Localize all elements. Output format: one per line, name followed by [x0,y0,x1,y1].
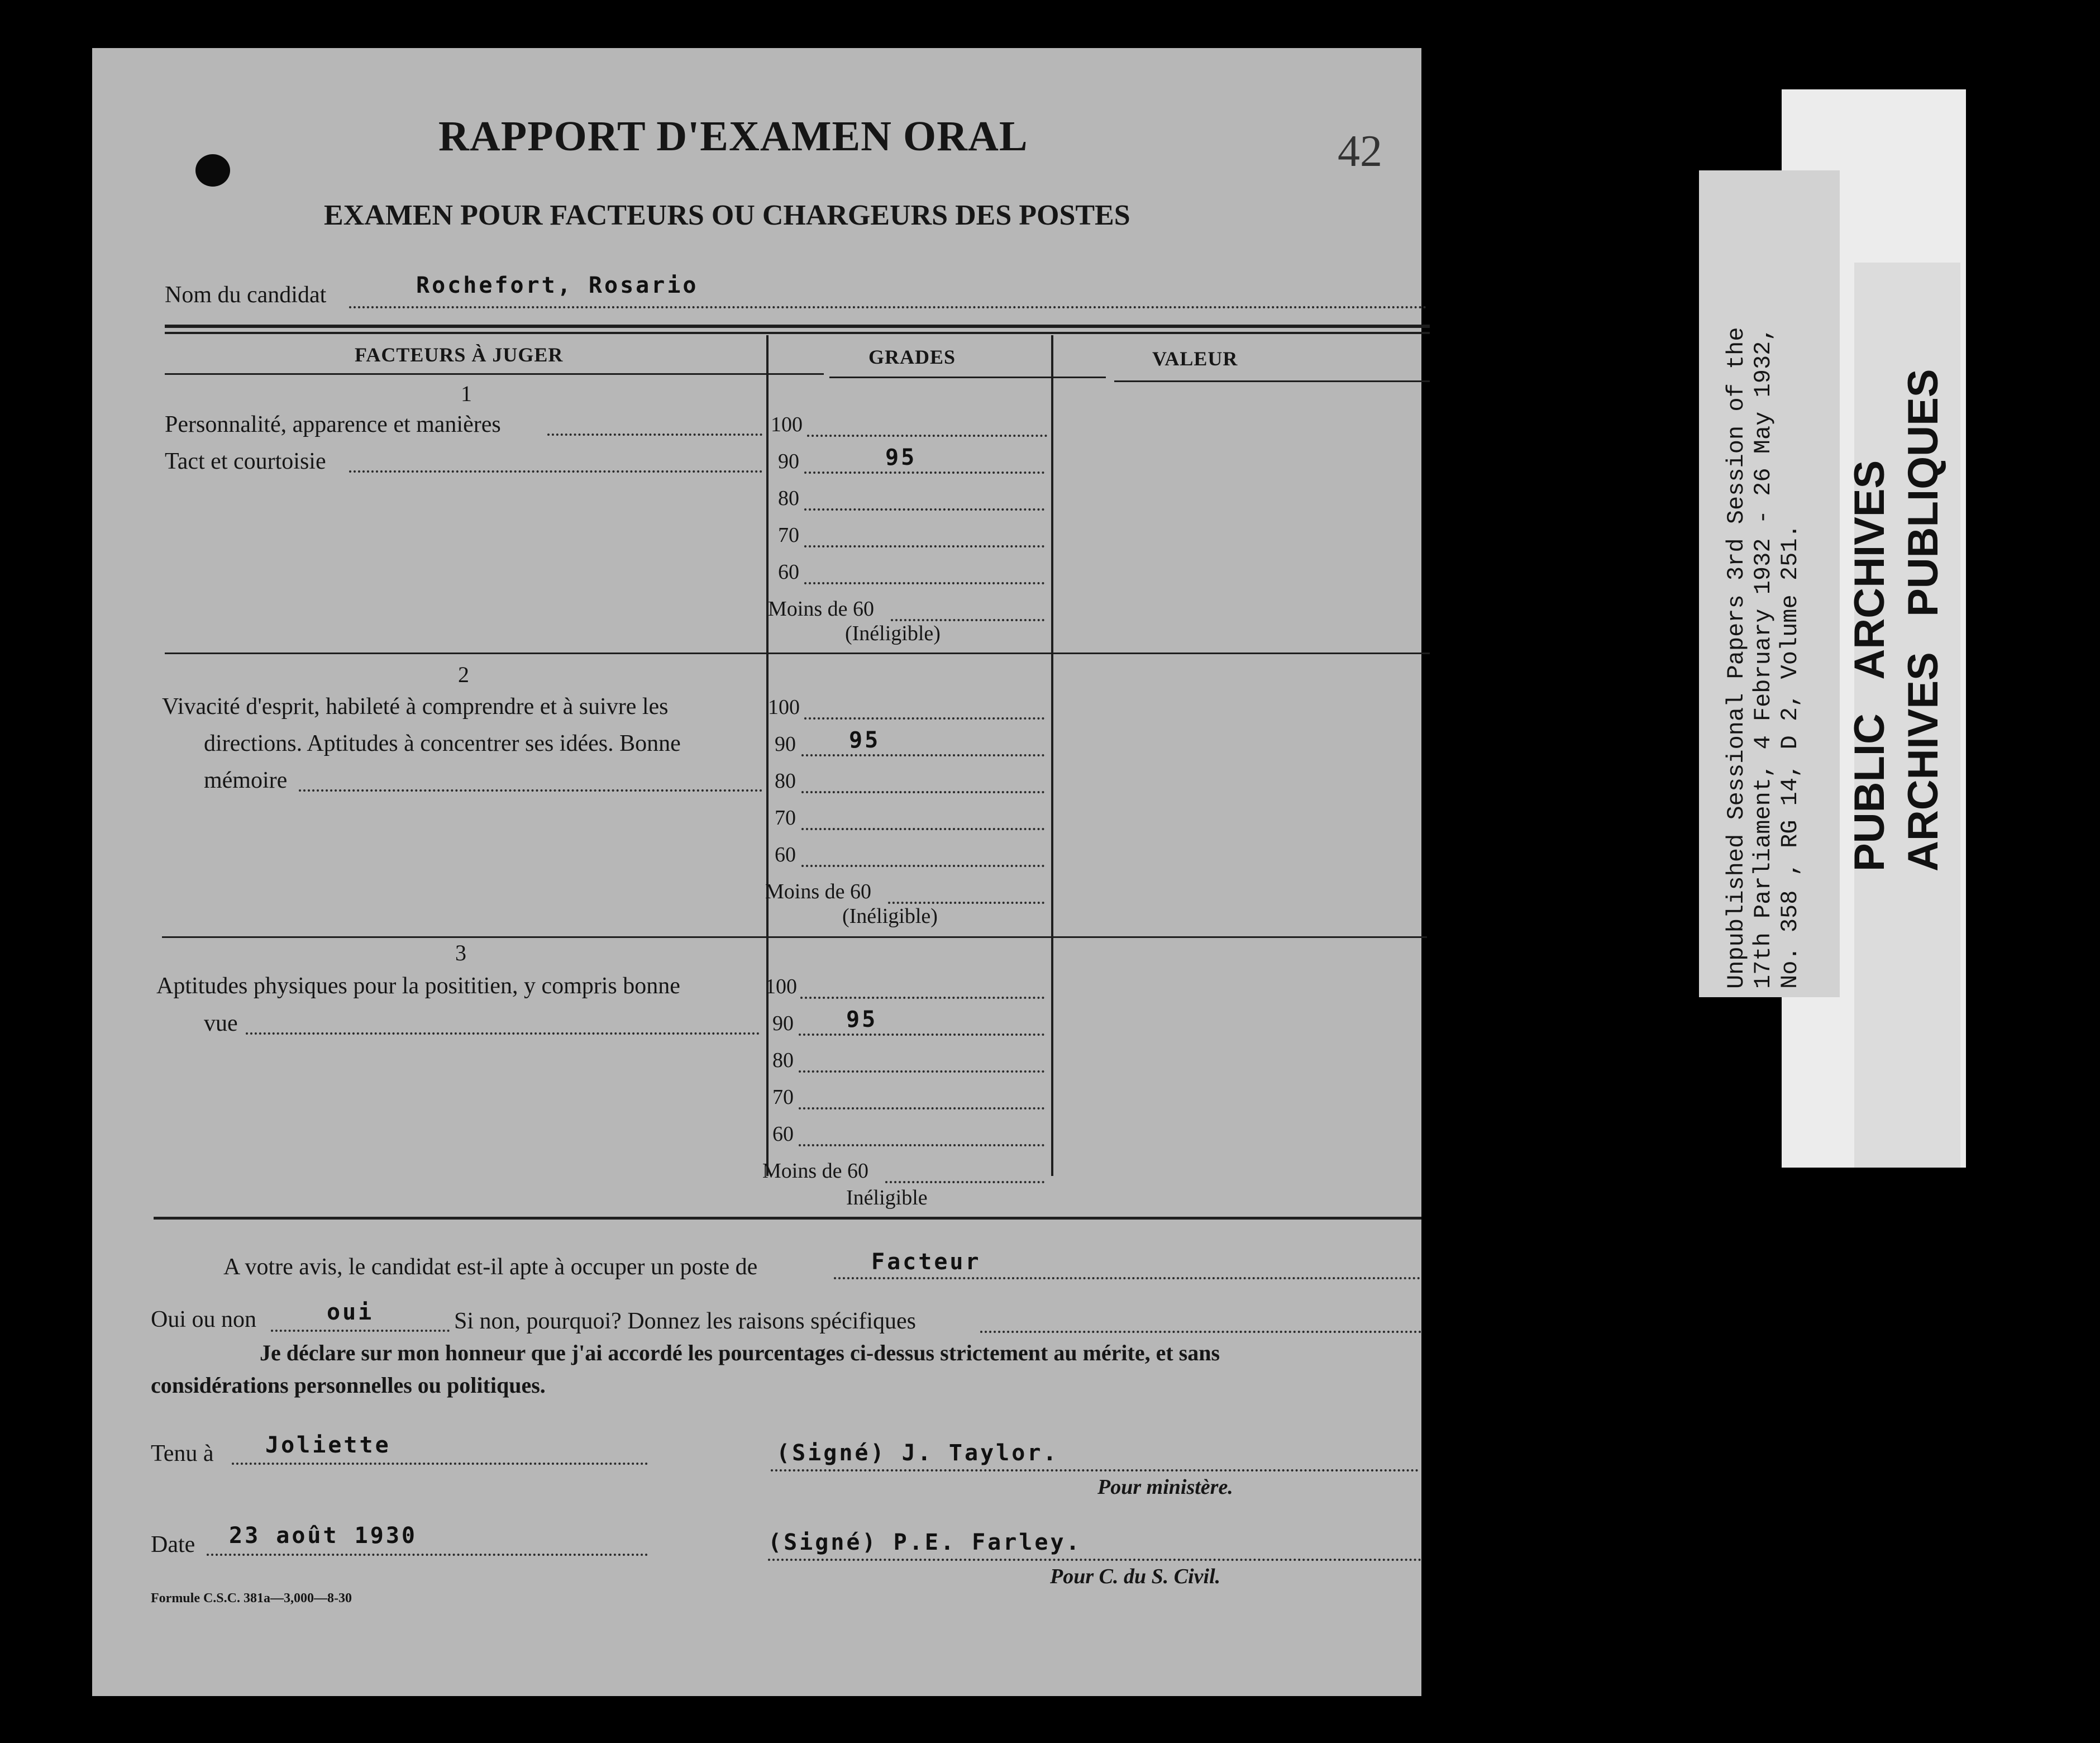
grade-100: 100 [771,413,803,436]
held-at-value: Joliette [265,1432,391,1458]
grade-line [804,717,1044,720]
grade-60: 60 [778,560,799,584]
signature-1-role: Pour ministère. [1097,1475,1233,1499]
candidate-name: Rochefort, Rosario [416,273,699,298]
candidate-label: Nom du candidat [165,282,327,308]
grade-80: 80 [778,487,799,510]
candidate-line [349,306,1427,308]
grade-line [799,1107,1044,1109]
header-factors: FACTEURS À JUGER [355,344,564,366]
archives-stamp [1843,369,1950,872]
date-value: 23 août 1930 [229,1523,417,1549]
header-underline-factors [165,373,824,375]
grade-line [799,1144,1044,1146]
grade-line [800,997,1044,999]
grade-line [807,435,1047,437]
archive-reference [1723,327,1803,989]
archive-reference-line-1: Unpublished Sessional Papers 3rd Session of the [1723,327,1750,989]
grade-90: 90 [775,732,796,756]
dotted-leader [246,1032,760,1035]
declaration-line-2: considérations personnelles ou politiques. [151,1373,546,1398]
archive-reference-line-3: No. 358 , RG 14, D 2, Volume 251. [1777,524,1803,989]
grade-line [804,582,1044,584]
yes-no-label: Oui ou non [151,1307,256,1332]
archives-stamp-line-2: ARCHIVES PUBLIQUES [1899,369,1947,872]
section-3-score: 95 [846,1007,878,1032]
section-divider [162,936,1427,938]
signature-1: (Signé) J. Taylor. [776,1440,1059,1466]
yes-no-line [271,1330,450,1332]
grade-100: 100 [768,696,800,719]
dotted-leader [299,789,762,792]
grade-90: 90 [772,1012,794,1035]
dotted-leader [547,434,762,436]
grade-line [885,1181,1044,1183]
column-divider-1 [766,335,769,1176]
section-2-criterion-line-3: mémoire [204,768,288,793]
header-underline-grades [829,377,1106,378]
grade-line [801,828,1044,830]
section-1-criterion-1: Personnalité, apparence et manières [165,412,501,437]
grade-below-60: Moins de 60 [765,880,871,903]
grade-line [799,1034,1044,1036]
yes-no-value: oui [327,1299,374,1325]
archive-reference-line-2: 17th Parliament, 4 February 1932 - 26 May 1932, [1750,327,1777,989]
declaration-line-1: Je déclare sur mon honneur que j'ai accordé les pourcentages ci-dessus strictement au mérite, et sans [260,1340,1220,1365]
form-subtitle: EXAMEN POUR FACTEURS OU CHARGEURS DES POSTES [324,199,1130,231]
section-2-criterion-line-2: directions. Aptitudes à concentrer ses idées. Bonne [204,731,681,756]
grade-70: 70 [772,1085,794,1109]
signature-1-line [771,1469,1419,1471]
grade-line [801,754,1044,756]
grade-60: 60 [775,843,796,866]
section-1-score: 95 [885,445,917,470]
answer-line [834,1277,1420,1279]
grade-80: 80 [772,1049,794,1072]
grade-60: 60 [772,1122,794,1146]
grade-line [801,865,1044,867]
held-at-label: Tenu à [151,1441,214,1466]
grade-100: 100 [765,975,797,998]
signature-2: (Signé) P.E. Farley. [768,1530,1082,1555]
table-bottom-rule [154,1217,1421,1220]
page-number: 42 [1338,127,1382,176]
date-label: Date [151,1532,195,1558]
dotted-leader [349,470,762,473]
column-divider-2 [1051,335,1053,1176]
signature-2-role: Pour C. du S. Civil. [1050,1565,1221,1588]
section-3-criterion-line-1: Aptitudes physiques pour la posititien, y compris bonne [156,973,680,999]
form-sheet [92,48,1421,1696]
section-2-criterion-line-1: Vivacité d'esprit, habileté à comprendre et à suivre les [162,694,669,720]
grade-line [804,508,1044,511]
header-value: VALEUR [1152,347,1238,370]
signature-2-line [768,1559,1421,1561]
ineligible-label: Inéligible [846,1186,928,1209]
grade-70: 70 [775,806,796,830]
date-line [207,1554,648,1556]
punch-hole [195,154,230,187]
suitability-question: A votre avis, le candidat est-il apte à occuper un poste de [223,1254,758,1280]
header-rule-top [165,325,1430,328]
section-3-criterion-line-2: vue [204,1011,238,1036]
form-title: RAPPORT D'EXAMEN ORAL [438,113,1028,160]
grade-70: 70 [778,523,799,547]
section-2-number: 2 [458,662,469,687]
section-1-criterion-2: Tact et courtoisie [165,449,326,474]
grade-line [801,791,1044,793]
section-2-score: 95 [849,727,881,753]
grade-line [804,472,1044,474]
header-underline-value [1114,380,1430,382]
reason-line [980,1331,1421,1333]
section-divider [165,653,1430,654]
ineligible-label: (Inéligible) [845,622,941,645]
archives-stamp-line-1: PUBLIC ARCHIVES [1846,460,1893,872]
grade-below-60: Moins de 60 [762,1159,868,1183]
grade-line [804,545,1044,547]
form-number: Formule C.S.C. 381a—3,000—8-30 [151,1591,352,1606]
position-answer: Facteur [871,1249,981,1275]
grade-90: 90 [778,450,799,473]
header-grades: GRADES [868,346,956,368]
section-1-number: 1 [461,381,472,406]
header-rule-bottom [165,332,1430,334]
grade-below-60: Moins de 60 [768,597,874,621]
grade-80: 80 [775,769,796,793]
ineligible-label: (Inéligible) [842,904,938,928]
held-at-line [232,1463,648,1465]
reason-label: Si non, pourquoi? Donnez les raisons spécifiques [454,1308,917,1334]
section-3-number: 3 [455,940,466,965]
grade-line [799,1070,1044,1073]
